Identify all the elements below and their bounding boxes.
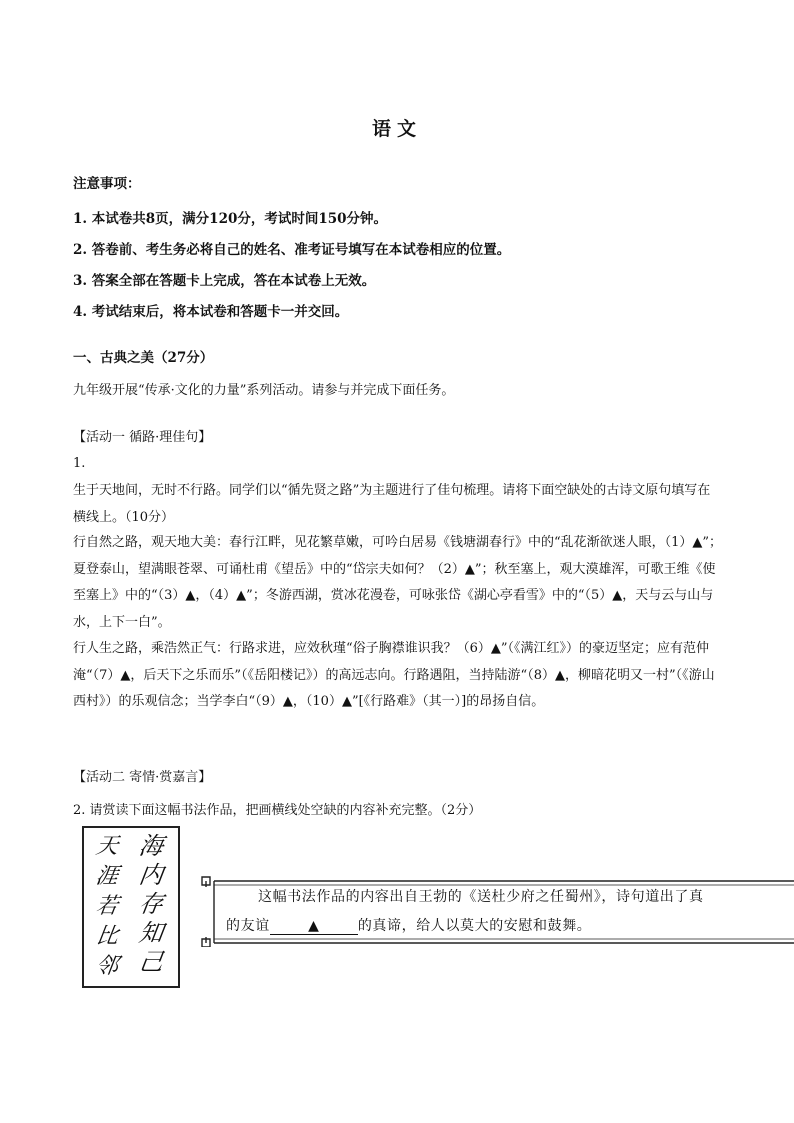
question1-instructions: 生于天地间，无时不行路。同学们以“循先贤之路”为主题进行了佳句梳理。请将下面空缺处的古诗文原句填写在横线上。（10分） — [73, 483, 711, 525]
calligraphy-char: 海 — [137, 832, 166, 860]
activity1-heading: 【活动一 循路·理佳句】 — [73, 430, 212, 445]
scroll-frame — [200, 873, 794, 947]
scroll-text-after: 的真谛，给人以莫大的安慰和鼓舞。 — [357, 918, 592, 934]
calligraphy-left-column — [92, 832, 122, 982]
question-number: 1. — [73, 456, 86, 471]
question1-life-paragraph: 行人生之路，乘浩然正气：行路求进，应效秋瑾“俗子胸襟谁识我？（6）▲”（《满江红》）的豪迈坚定；应有范仲淹“（7）▲，后天下之乐而乐”（《岳阳楼记》）的高远志向。行路遇阻，当持陆游“（8）▲，柳暗花明又一村”（《游山西村》）的乐观信念；当学李白“（9）▲，（10）▲”[《行路难》（其一）]的昂扬自信。 — [73, 641, 715, 709]
calligraphy-char: 天 — [94, 834, 120, 859]
note-item: 1. 本试卷共8页，满分120分，考试时间150分钟。 — [73, 211, 388, 227]
activity2-heading: 【活动二 寄情·赏嘉言】 — [73, 770, 212, 785]
scroll-text-line1: 这幅书法作品的内容出自王勃的《送杜少府之任蜀州》，诗句道出了真 — [258, 889, 704, 905]
calligraphy-char: 邻 — [94, 954, 120, 979]
notes-heading: 注意事项： — [73, 176, 141, 192]
note-item: 2. 答卷前、考生务必将自己的姓名、准考证号填写在本试卷相应的位置。 — [73, 242, 511, 258]
note-item: 4. 考试结束后，将本试卷和答题卡一并交回。 — [73, 304, 349, 320]
calligraphy-char: 若 — [94, 894, 120, 919]
note-item: 3. 答案全部在答题卡上完成，答在本试卷上无效。 — [73, 273, 376, 289]
section-intro: 九年级开展“传承·文化的力量”系列活动。请参与并完成下面任务。 — [73, 383, 455, 398]
scroll-text-before: 的友谊 — [226, 918, 270, 934]
calligraphy-char: 比 — [94, 924, 120, 949]
calligraphy-char: 己 — [137, 948, 166, 976]
calligraphy-char: 涯 — [94, 864, 120, 889]
calligraphy-char: 知 — [137, 919, 166, 947]
scroll-text-line2 — [226, 915, 591, 935]
page-title: 语文 — [371, 118, 422, 140]
calligraphy-right-column — [136, 832, 166, 977]
section-heading: 一、古典之美（27分） — [73, 350, 214, 366]
scroll-border — [200, 873, 794, 947]
question2-prompt: 2. 请赏读下面这幅书法作品，把画横线处空缺的内容补充完整。（2分） — [73, 803, 482, 818]
calligraphy-char: 内 — [137, 861, 166, 889]
question1-nature-paragraph: 行自然之路，观天地大美：春行江畔，见花繁草嫩，可吟白居易《钱塘湖春行》中的“乱花渐欲迷人眼，（1）▲”；夏登泰山，望满眼苍翠、可诵杜甫《望岳》中的“岱宗夫如何？（2）▲”；秋至塞上，观大漠雄浑，可歌王维《使至塞上》中的“（3）▲，（4）▲”；冬游西湖，赏冰花漫卷，可咏张岱《湖心亭看雪》中的“（5）▲，天与云与山与水，上下一白”。 — [73, 535, 723, 630]
calligraphy-artwork — [82, 826, 180, 988]
calligraphy-char: 存 — [137, 890, 166, 918]
answer-blank: ▲ — [270, 918, 358, 935]
